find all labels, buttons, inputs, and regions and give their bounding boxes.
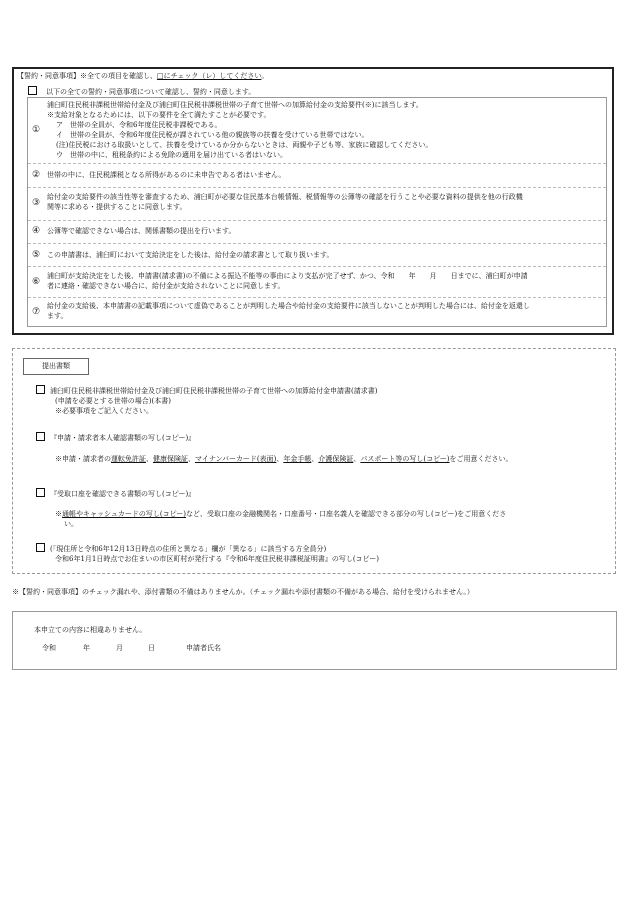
bank-documents-note-cont: い。 — [64, 520, 78, 528]
pledge-heading-instruction: □にチェック（レ）してください — [157, 72, 262, 80]
agree-label: 以下の全ての誓約・同意事項について確認し、誓約・同意します。 — [46, 88, 256, 96]
pledge-item-line: 世帯の中に、住民税課税となる所得があるのに未申告である者はいません。 — [47, 171, 286, 179]
id-pension: 年金手帳 — [283, 455, 312, 463]
pledge-item — [28, 99, 606, 163]
checklist-note: ※【誓約・同意事項】のチェック漏れや、添付書類の不備はありませんか。（チェック漏れや添付書類の不備がある場合、給付を受けられません。） — [12, 588, 474, 596]
bank-documents-note — [55, 509, 506, 519]
pledge-item-line: ます。 — [47, 312, 68, 320]
note-prefix: ※ — [55, 510, 62, 518]
pledge-item-line: ア 世帯の全員が、令和6年度住民税非課税である。 — [56, 121, 222, 129]
pledge-item-number: ⑥ — [31, 277, 41, 287]
document-sub-note: ※必要事項をご記入ください。 — [55, 407, 153, 415]
document-checkbox[interactable] — [36, 432, 45, 441]
id-health-insurance: 健康保険証 — [153, 455, 188, 463]
agree-row[interactable] — [28, 86, 255, 97]
note-suffix: など、受取口座の金融機関名・口座番号・口座名義人を確認できる部分の写し(コピー)をご用意くださ — [186, 510, 507, 518]
pledge-item-line: 浦臼町住民税非課税世帯給付金及び浦臼町住民税非課税世帯の子育て世帯への加算給付金の支給要件(※)に該当します。 — [47, 101, 423, 109]
pledge-item-number: ⑤ — [31, 250, 41, 260]
document-item-bank[interactable] — [36, 488, 195, 499]
era-label: 令和 — [42, 644, 56, 652]
document-sub-note: 令和6年1月1日時点でお住まいの市区町村が発行する『令和6年度住民税非課税証明書』の写し(コピー) — [55, 555, 379, 563]
pledge-item — [28, 267, 606, 295]
id-license: 運転免許証 — [111, 455, 146, 463]
pledge-item-line: 関等に求める・提供することに同意します。 — [47, 203, 187, 211]
pledge-heading-main: 【誓約・同意事項】※全ての項目を確認し、 — [17, 72, 157, 80]
document-sub-note: (申請を必要とする世帯の場合)(本書) — [55, 397, 171, 405]
separator: 、 — [276, 455, 284, 463]
id-mynumber: マイナンバーカード(表面) — [195, 455, 277, 463]
pledge-item — [28, 188, 606, 218]
document-checkbox[interactable] — [36, 488, 45, 497]
pledge-item — [28, 298, 606, 326]
document-label: 浦臼町住民税非課税世帯給付金及び浦臼町住民税非課税世帯の子育て世帯への加算給付金申請書(請求書) — [50, 387, 378, 395]
pledge-item-line: イ 世帯の全員が、令和6年度住民税が課されている他の親族等の扶養を受けている世帯ではない。 — [56, 131, 369, 139]
pledge-item-line: 者に連絡・確認できない場合に、給付金が支給されないことに同意します。 — [47, 282, 285, 290]
pledge-item-line: この申請書は、浦臼町において支給決定をした後は、給付金の請求書として取り扱います。 — [47, 251, 334, 259]
document-label: 『受取口座を確認できる書類の写し(コピー)』 — [50, 490, 196, 498]
identity-documents-note — [55, 454, 513, 464]
applicant-name-label: 申請者氏名 — [186, 644, 221, 652]
year-label: 年 — [83, 644, 90, 652]
document-item-certificate[interactable] — [36, 543, 326, 554]
separator: 、 — [188, 455, 195, 463]
pledge-items — [27, 97, 607, 327]
pledge-item-number: ④ — [31, 226, 41, 236]
separator: 、 — [146, 455, 153, 463]
pledge-item-number: ② — [31, 170, 41, 180]
pledge-item-line: 給付金の支給後、本申請書の記載事項について虚偽であることが判明した場合や給付金の支給要件に該当しないことが判明した場合には、給付金を返還し — [47, 302, 530, 310]
pledge-item-line: (注)住民税における取扱いとして、扶養を受けているか分からないときは、両親や子ども等、家族に確認してください。 — [56, 141, 433, 149]
document-checkbox[interactable] — [36, 543, 45, 552]
note-prefix: ※申請・請求者の — [55, 455, 111, 463]
pledge-item — [28, 244, 606, 264]
pledge-item — [28, 164, 606, 186]
document-item-identity[interactable] — [36, 432, 195, 443]
month-label: 月 — [116, 644, 123, 652]
bankbook-copy: 通帳やキャッシュカードの写し(コピー) — [62, 510, 187, 518]
separator: 、 — [353, 455, 361, 463]
pledge-item-number: ① — [31, 125, 41, 135]
id-passport: パスポート等の写し(コピー) — [360, 455, 450, 463]
pledge-item-line: 浦臼町が支給決定をした後、申請書(請求書)の不備による振込不能等の事由により支払が完了せず、かつ、令和 年 月 日までに、浦臼町が申請 — [47, 272, 528, 280]
document-label: (「現住所と令和6年12月13日時点の住所と異なる」欄が「異なる」に該当する方全員分) — [50, 545, 327, 553]
declaration-statement: 本申立ての内容に相違ありません。 — [34, 626, 147, 634]
pledge-item — [28, 221, 606, 241]
pledge-item-line: 公簿等で確認できない場合は、関係書類の提出を行います。 — [47, 227, 236, 235]
pledge-item-number: ⑦ — [31, 307, 41, 317]
note-suffix: をご用意ください。 — [449, 455, 513, 463]
separator: 、 — [311, 455, 319, 463]
pledge-heading-end: 。 — [261, 72, 269, 80]
document-checkbox[interactable] — [36, 385, 45, 394]
document-item-application[interactable] — [36, 385, 377, 396]
agree-checkbox[interactable] — [28, 86, 37, 95]
pledge-item-line: ウ 世帯の中に、租税条約による免除の適用を届け出ている者はいない。 — [56, 151, 287, 159]
pledge-item-line: 給付金の支給要件の該当性等を審査するため、浦臼町が必要な住民基本台帳情報、税情報等の公簿等の確認を行うことや必要な資料の提供を他の行政機 — [47, 193, 523, 201]
documents-title: 提出書類 — [23, 358, 89, 375]
id-care-insurance: 介護保険証 — [318, 455, 354, 463]
day-label: 日 — [148, 644, 155, 652]
pledge-item-number: ③ — [31, 198, 41, 208]
pledge-heading — [17, 71, 268, 81]
document-label: 『申請・請求者本人確認書類の写し(コピー)』 — [50, 434, 196, 442]
declaration-section — [12, 611, 617, 670]
pledge-item-line: ※支給対象となるためには、以下の要件を全て満たすことが必要です。 — [47, 111, 271, 119]
